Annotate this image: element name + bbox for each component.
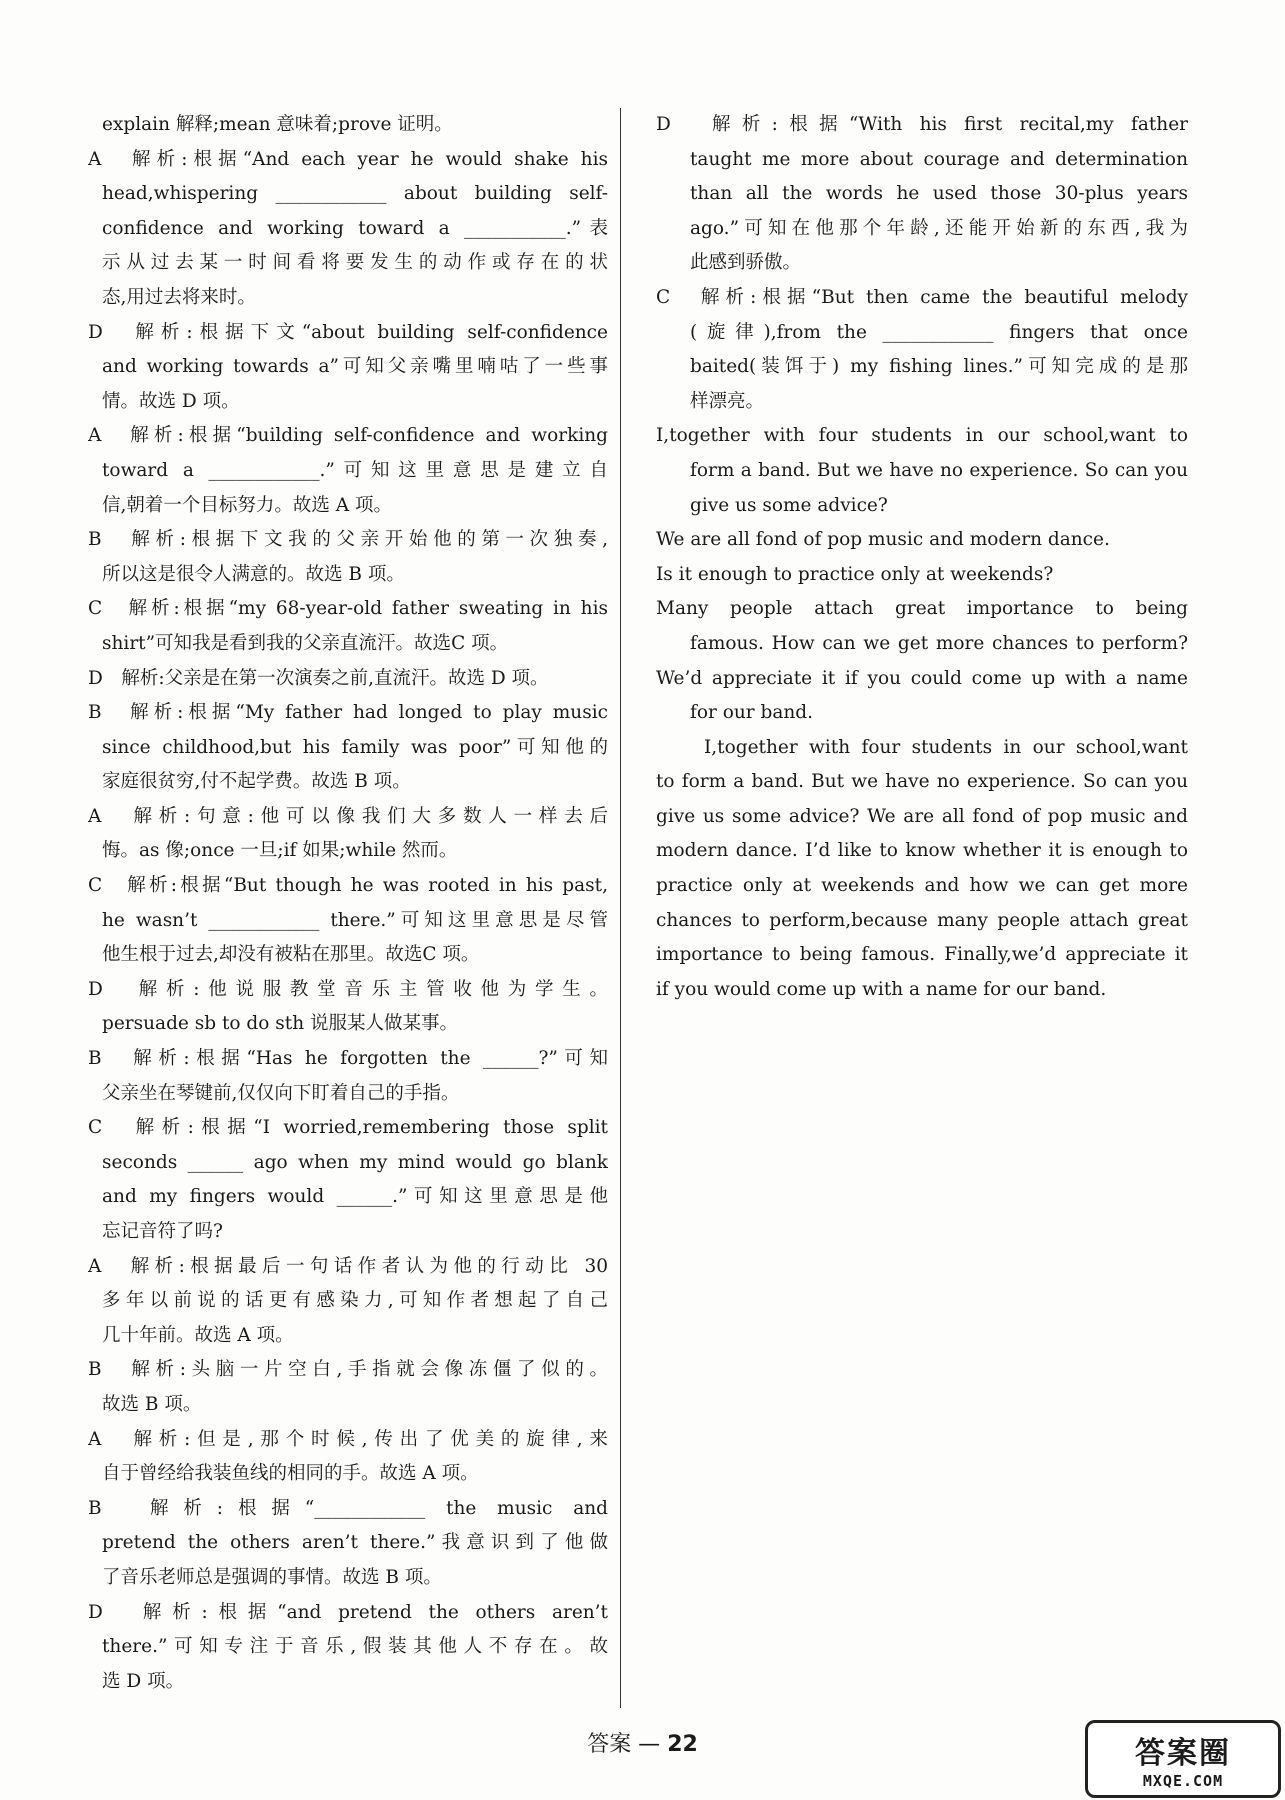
line-text: Many people attach great importance to being [656, 598, 1188, 620]
text-line [656, 696, 1188, 731]
line-text: 多年以前说的话更有感染力,可知作者想起了自己 [102, 1290, 608, 1312]
text-line [88, 1319, 608, 1354]
text-line [88, 1077, 608, 1112]
text-line [88, 454, 608, 489]
text-line [88, 696, 608, 731]
text-line [88, 1146, 608, 1181]
text-line [88, 765, 608, 800]
line-text: 自于曾经给我装鱼线的相同的手。故选 A 项。 [102, 1463, 479, 1485]
text-line [656, 904, 1188, 939]
line-text: persuade sb to do sth 说服某人做某事。 [102, 1013, 458, 1035]
line-text: C 解析:根据“But then came the beautiful melody [656, 286, 1188, 308]
text-line [656, 765, 1188, 800]
text-line [88, 143, 608, 178]
text-line [88, 316, 608, 351]
line-text: baited(装饵于) my fishing lines.”可知完成的是那 [690, 356, 1188, 378]
line-text: practice only at weekends and how we can get more [656, 875, 1188, 897]
line-text: famous. How can we get more chances to perform? [690, 632, 1188, 654]
line-text: I,together with four students in our school,want to [656, 425, 1188, 447]
text-line [88, 938, 608, 973]
text-line [88, 1596, 608, 1631]
text-line [88, 246, 608, 281]
text-line [88, 662, 608, 697]
line-text: form a band. But we have no experience. So can you [690, 459, 1188, 481]
line-text: explain 解释;mean 意味着;prove 证明。 [102, 114, 453, 135]
text-line [88, 627, 608, 662]
line-text: D 解析:父亲是在第一次演奏之前,直流汗。故选 D 项。 [88, 667, 549, 689]
line-text: give us some advice? [690, 494, 888, 516]
text-line [88, 419, 608, 454]
line-text: 态,用过去将来时。 [102, 286, 256, 308]
text-line [88, 558, 608, 593]
logo-mark: 答案圈 [1135, 1736, 1231, 1771]
line-text: 几十年前。故选 A 项。 [102, 1324, 294, 1346]
text-line [656, 592, 1188, 627]
text-line [88, 1665, 608, 1700]
line-text: taught me more about courage and determination [690, 148, 1188, 170]
line-text: and my fingers would ______.”可知这里意思是他 [102, 1186, 608, 1208]
line-text: A 解析:根据“building self-confidence and working [88, 425, 608, 447]
text-line [88, 281, 608, 316]
line-text: if you would come up with a name for our band. [656, 978, 1107, 1000]
text-line [88, 350, 608, 385]
line-text: C 解析:根据“my 68-year-old father sweating in his [88, 598, 608, 620]
line-text: 所以这是很令人满意的。故选 B 项。 [102, 563, 405, 585]
left-column [88, 108, 608, 1699]
text-line [88, 1457, 608, 1492]
text-line [88, 904, 608, 939]
text-line [88, 1630, 608, 1665]
text-line [88, 1215, 608, 1250]
text-line [656, 938, 1188, 973]
logo-url: MXQE.COM [1142, 1772, 1224, 1790]
line-text: A 解析:句意:他可以像我们大多数人一样去后 [88, 805, 608, 827]
line-text: to form a band. But we have no experience. So can you [656, 771, 1188, 793]
text-line [656, 662, 1188, 697]
line-text: shirt”可知我是看到我的父亲直流汗。故选C 项。 [102, 632, 509, 654]
line-text: 忘记音符了吗? [102, 1221, 223, 1242]
line-text: I,together with four students in our school,want [656, 736, 1188, 758]
column-divider [620, 108, 621, 1708]
line-text: 情。故选 D 项。 [102, 390, 240, 412]
text-line [656, 523, 1188, 558]
line-text: 此感到骄傲。 [690, 252, 802, 274]
text-line [656, 350, 1188, 385]
text-line [88, 1353, 608, 1388]
line-text: 故选 B 项。 [102, 1393, 202, 1415]
line-text: B 解析:根据“Has he forgotten the ______?”可知 [88, 1048, 608, 1070]
text-line [656, 108, 1188, 143]
line-text: B 解析:根据下文我的父亲开始他的第一次独奏, [88, 529, 608, 551]
right-column [656, 108, 1188, 1007]
text-line [88, 973, 608, 1008]
line-text: B 解析:根据“____________ the music and [88, 1497, 608, 1519]
line-text: D 解析:根据下文“about building self-confidence [88, 321, 608, 343]
text-line [88, 1180, 608, 1215]
text-line [88, 489, 608, 524]
line-text: he wasn’t ____________ there.”可知这里意思是尽管 [102, 909, 608, 931]
line-text: D 解析:根据“With his first recital,my father [656, 114, 1188, 135]
text-line [88, 177, 608, 212]
text-line [656, 731, 1188, 766]
text-line [656, 385, 1188, 420]
line-text: 选 D 项。 [102, 1670, 185, 1692]
text-line [88, 1561, 608, 1596]
line-text: give us some advice? We are all fond of pop music and [656, 805, 1188, 827]
line-text: C 解析:根据“I worried,remembering those split [88, 1117, 608, 1139]
line-text: toward a ____________.”可知这里意思是建立自 [102, 459, 608, 481]
line-text: A 解析:根据最后一句话作者认为他的行动比 30 [88, 1255, 608, 1277]
line-text: 家庭很贫穷,付不起学费。故选 B 项。 [102, 771, 411, 793]
line-text: Is it enough to practice only at weekends? [656, 563, 1054, 585]
text-line [88, 523, 608, 558]
line-text: 样漂亮。 [690, 390, 765, 412]
line-text: confidence and working toward a ___________.”表 [102, 217, 608, 239]
line-text: B 解析:头脑一片空白,手指就会像冻僵了似的。 [88, 1359, 608, 1381]
text-line [88, 1042, 608, 1077]
text-line [656, 489, 1188, 524]
line-text: We are all fond of pop music and modern dance. [656, 529, 1110, 551]
text-line [656, 558, 1188, 593]
line-text: 了音乐老师总是强调的事情。故选 B 项。 [102, 1566, 442, 1588]
text-line [88, 800, 608, 835]
line-text: We’d appreciate it if you could come up with a name [656, 667, 1188, 689]
line-text: (旋律),from the ____________ fingers that once [690, 321, 1188, 343]
text-line [88, 385, 608, 420]
line-text: ago.”可知在他那个年龄,还能开始新的东西,我为 [690, 217, 1188, 239]
text-line [88, 1388, 608, 1423]
text-line [656, 454, 1188, 489]
line-text: chances to perform,because many people attach great [656, 909, 1188, 931]
line-text: 他生根于过去,却没有被粘在那里。故选C 项。 [102, 944, 480, 966]
line-text: 父亲坐在琴键前,仅仅向下盯着自己的手指。 [102, 1082, 460, 1104]
text-line [656, 177, 1188, 212]
watermark-logo [1085, 1720, 1281, 1798]
text-line [88, 108, 608, 143]
line-text: pretend the others aren’t there.”我意识到了他做 [102, 1532, 608, 1554]
text-line [88, 592, 608, 627]
text-line [656, 281, 1188, 316]
line-text: 示从过去某一时间看将要发生的动作或存在的状 [102, 252, 608, 274]
text-line [88, 212, 608, 247]
text-line [88, 869, 608, 904]
line-text: for our band. [690, 702, 813, 724]
line-text: than all the words he used those 30-plus years [690, 183, 1188, 205]
text-line [88, 1423, 608, 1458]
line-text: A 解析:但是,那个时候,传出了优美的旋律,来 [88, 1428, 608, 1450]
text-line [88, 731, 608, 766]
text-line [88, 1250, 608, 1285]
text-line [88, 1007, 608, 1042]
text-line [656, 869, 1188, 904]
text-line [656, 834, 1188, 869]
page-number: 22 [667, 1732, 698, 1757]
text-line [656, 143, 1188, 178]
line-text: importance to being famous. Finally,we’d appreciate it [656, 944, 1188, 966]
line-text: since childhood,but his family was poor”可知他的 [102, 736, 608, 758]
line-text: there.”可知专注于音乐,假装其他人不存在。故 [102, 1636, 608, 1658]
text-line [656, 212, 1188, 247]
line-text: D 解析:他说服教堂音乐主管收他为学生。 [88, 978, 608, 1000]
text-line [88, 1284, 608, 1319]
line-text: head,whispering ____________ about building self- [102, 183, 608, 205]
line-text: D 解析:根据“and pretend the others aren’t [88, 1601, 608, 1623]
text-line [656, 246, 1188, 281]
line-text: C 解析:根据“But though he was rooted in his past, [88, 875, 608, 897]
line-text: modern dance. I’d like to know whether it is enough to [656, 840, 1188, 862]
text-line [88, 834, 608, 869]
line-text: A 解析:根据“And each year he would shake his [88, 148, 608, 170]
line-text: B 解析:根据“My father had longed to play music [88, 702, 608, 724]
line-text: 悔。as 像;once 一旦;if 如果;while 然而。 [102, 840, 458, 862]
footer-label: 答案 — [587, 1732, 661, 1757]
line-text: seconds ______ ago when my mind would go blank [102, 1151, 608, 1173]
line-text: and working towards a”可知父亲嘴里喃咕了一些事 [102, 356, 608, 378]
line-text: 信,朝着一个目标努力。故选 A 项。 [102, 494, 393, 516]
text-line [88, 1526, 608, 1561]
text-line [88, 1111, 608, 1146]
text-line [656, 973, 1188, 1008]
text-line [656, 419, 1188, 454]
text-line [88, 1492, 608, 1527]
text-line [656, 800, 1188, 835]
text-line [656, 627, 1188, 662]
text-line [656, 316, 1188, 351]
